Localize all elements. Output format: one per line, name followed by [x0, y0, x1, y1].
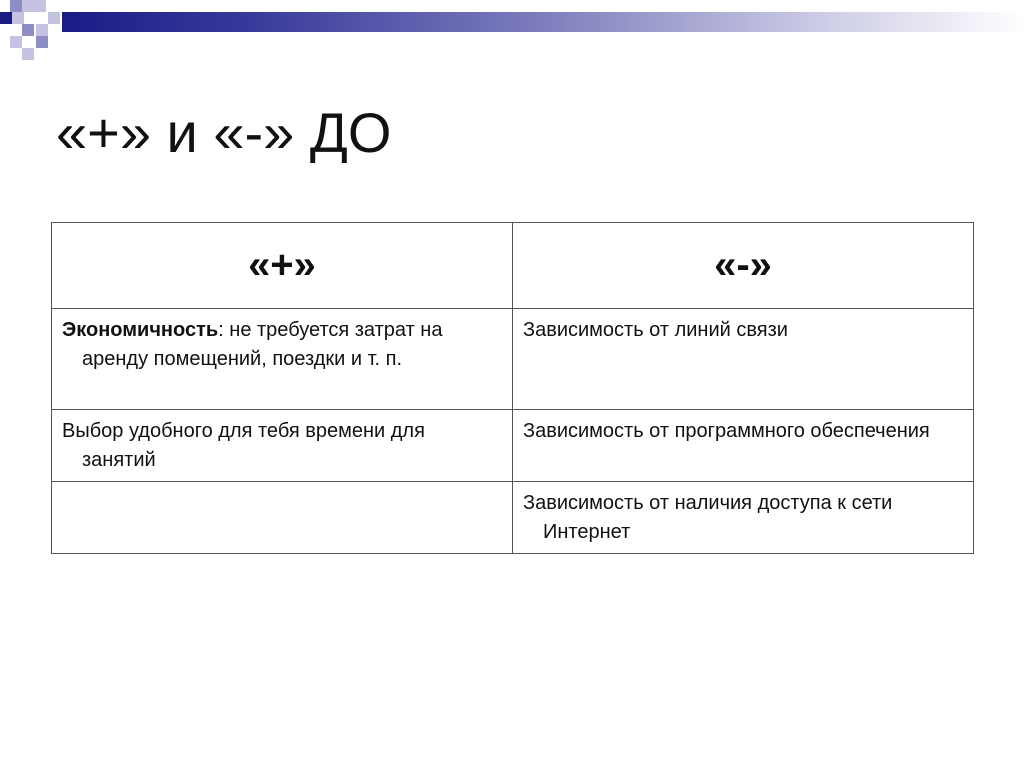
minus-cell-text: Зависимость от линий связи: [523, 319, 788, 341]
plus-term: Экономичность: [62, 319, 219, 341]
decor-square: [10, 36, 22, 48]
slide-header-band: [0, 0, 1024, 62]
minus-cell: [513, 410, 974, 482]
table-header-row: [52, 223, 974, 309]
decor-square: [36, 24, 48, 36]
header-plus: «+»: [52, 223, 513, 309]
slide-title: «+» и «-» ДО: [56, 101, 392, 164]
plus-cell-text: [62, 316, 504, 374]
plus-cell: [52, 410, 513, 482]
decor-square: [10, 0, 22, 12]
table-row: [52, 309, 974, 410]
plus-cell-text: Выбор удобного для тебя времени для занятий: [62, 420, 425, 471]
decor-square: [22, 0, 34, 12]
header-minus: «-»: [513, 223, 974, 309]
header-gradient-bar: [62, 12, 1024, 32]
decor-square: [22, 48, 34, 60]
comparison-table: [51, 222, 974, 554]
decor-square: [22, 24, 34, 36]
decor-square: [48, 12, 60, 24]
decor-square: [36, 36, 48, 48]
minus-cell-text: Зависимость от программного обеспечения: [523, 420, 930, 442]
plus-cell-empty: [52, 482, 513, 554]
minus-cell: [513, 482, 974, 554]
decor-square: [12, 12, 24, 24]
minus-cell-text: Зависимость от наличия доступа к сети Интернет: [523, 492, 893, 543]
plus-description: : не требуется затрат на аренду помещений, поездки и т. п.: [82, 319, 443, 370]
decor-square: [0, 12, 12, 24]
table-row: [52, 410, 974, 482]
table-row: [52, 482, 974, 554]
minus-cell: [513, 309, 974, 410]
plus-cell: [52, 309, 513, 410]
decor-square: [34, 0, 46, 12]
